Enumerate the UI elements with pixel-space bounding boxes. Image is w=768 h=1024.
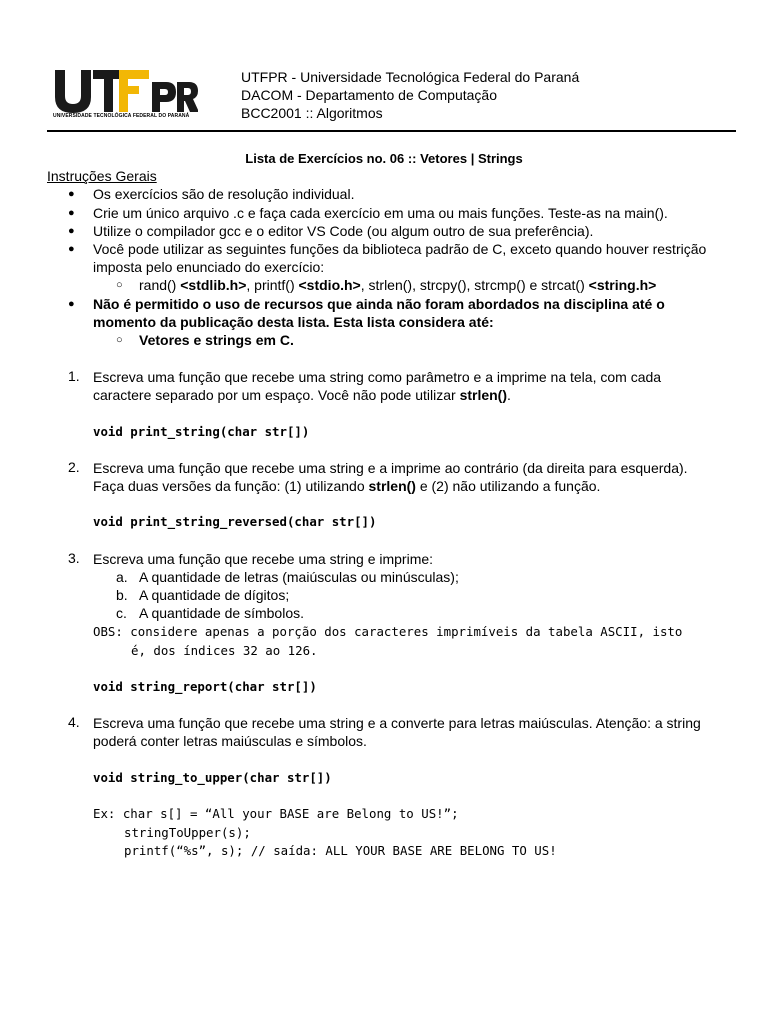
exercise-4-example-line1: Ex: char s[] = “All your BASE are Belong to US!”;	[93, 806, 459, 821]
bullet-icon: ●	[68, 207, 75, 219]
utfpr-logo-mark	[53, 68, 198, 114]
exercise-4-example-line3: printf(“%s”, s); // saída: ALL YOUR BASE ARE BELONG TO US!	[124, 843, 557, 858]
course-name: BCC2001 :: Algoritmos	[241, 105, 383, 121]
instruction-5-line1: Não é permitido o uso de recursos que ainda não foram abordados na disciplina até o	[93, 296, 665, 312]
university-name: UTFPR - Universidade Tecnológica Federal do Paraná	[241, 69, 580, 85]
exercise-1-line1: Escreva uma função que recebe uma string como parâmetro e a imprime na tela, com cada	[93, 369, 662, 385]
scope-item: Vetores e strings em C.	[139, 332, 294, 348]
header-text	[241, 68, 579, 122]
exercise-3-c: A quantidade de símbolos.	[139, 605, 305, 621]
circle-bullet-icon: ○	[116, 279, 123, 291]
exercise-2-line2	[93, 477, 600, 496]
header-string: <string.h>	[588, 277, 657, 293]
instruction-2: Crie um único arquivo .c e faça cada exercício em uma ou mais funções. Teste-as na main().	[93, 205, 668, 221]
instruction-4-line2: imposta pelo enunciado do exercício:	[93, 259, 325, 275]
header-divider	[47, 130, 736, 132]
logo-subtitle: UNIVERSIDADE TECNOLÓGICA FEDERAL DO PARANÁ	[53, 113, 190, 119]
exercise-1-number: 1.	[68, 368, 80, 384]
bullet-icon: ●	[68, 188, 75, 200]
exercise-3-a: A quantidade de letras (maiúsculas ou minúsculas);	[139, 569, 459, 585]
exercise-3-obs-line1: OBS: considere apenas a porção dos caracteres imprimíveis da tabela ASCII, isto	[93, 624, 683, 639]
exercise-1-line2-text: caractere separado por um espaço. Você não pode utilizar	[93, 387, 456, 403]
exercise-1-signature: void print_string(char str[])	[93, 424, 310, 439]
exercise-1-strlen: strlen()	[459, 387, 508, 403]
bullet-icon: ●	[68, 243, 75, 255]
bullet-icon: ●	[68, 298, 75, 310]
instruction-1: Os exercícios são de resolução individual.	[93, 186, 355, 202]
exercise-3-obs-line2: é, dos índices 32 ao 126.	[131, 643, 318, 658]
exercise-2-number: 2.	[68, 459, 80, 475]
instructions-heading: Instruções Gerais	[47, 168, 157, 184]
fn-rand: rand()	[139, 277, 177, 293]
exercise-2-signature: void print_string_reversed(char str[])	[93, 514, 377, 529]
exercise-4-line1: Escreva uma função que recebe uma string e a converte para letras maiúsculas. Atenção: a string	[93, 715, 701, 731]
department-name: DACOM - Departamento de Computação	[241, 87, 497, 103]
instruction-3: Utilize o compilador gcc e o editor VS Code (ou algum outro de sua preferência).	[93, 223, 594, 239]
fn-printf: printf()	[254, 277, 295, 293]
instruction-4-line1: Você pode utilizar as seguintes funções da biblioteca padrão de C, exceto quando houver restrição	[93, 241, 707, 257]
exercise-3-number: 3.	[68, 550, 80, 566]
exercise-4-example-line2: stringToUpper(s);	[124, 825, 251, 840]
exercise-2-line1: Escreva uma função que recebe uma string e a imprime ao contrário (da direita para esquerda).	[93, 460, 688, 476]
exercise-3-c-label: c.	[116, 605, 127, 621]
allowed-functions: rand() <stdlib.h>, printf() <stdio.h>, strlen(), strcpy(), strcmp() e strcat() <string.h>	[139, 277, 657, 293]
exercise-2-line2-text: Faça duas versões da função: (1) utilizando	[93, 478, 365, 494]
exercise-3-b-label: b.	[116, 587, 128, 603]
exercise-4-signature: void string_to_upper(char str[])	[93, 770, 332, 785]
exercise-3-line1: Escreva uma função que recebe uma string e imprime:	[93, 551, 434, 567]
exercise-4-number: 4.	[68, 714, 80, 730]
document-title: Lista de Exercícios no. 06 :: Vetores | Strings	[245, 151, 523, 166]
exercise-2-strlen: strlen()	[368, 478, 416, 494]
fn-string-funcs: strlen(), strcpy(), strcmp() e strcat()	[368, 277, 585, 293]
utfpr-logo	[53, 68, 198, 124]
exercise-4-line2: poderá conter letras maiúsculas e símbolos.	[93, 733, 367, 749]
exercise-3-signature: void string_report(char str[])	[93, 679, 317, 694]
bullet-icon: ●	[68, 225, 75, 237]
exercise-1-line2: caractere separado por um espaço. Você não pode utilizar strlen().	[93, 387, 511, 403]
header-stdio: <stdio.h>	[298, 277, 361, 293]
header-stdlib: <stdlib.h>	[180, 277, 247, 293]
exercise-2-line2-tail: e (2) não utilizando a função.	[419, 478, 601, 494]
circle-bullet-icon: ○	[116, 334, 123, 346]
instruction-5-line2: momento da publicação desta lista. Esta lista considera até:	[93, 314, 494, 330]
exercise-3-b: A quantidade de dígitos;	[139, 587, 290, 603]
exercise-3-a-label: a.	[116, 569, 128, 585]
